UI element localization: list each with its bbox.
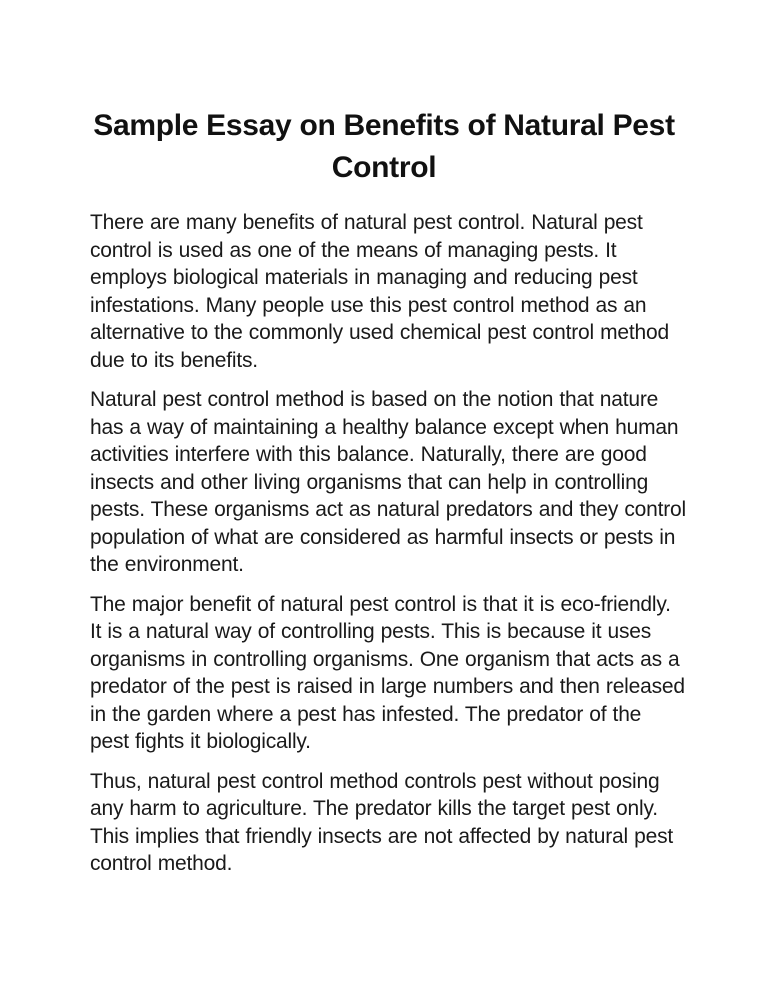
essay-title-line-1: Sample Essay on Benefits of Natural Pest xyxy=(93,109,675,143)
essay-title xyxy=(0,20,768,189)
essay-paragraph-4: Thus, natural pest control method controls pest without posing any harm to agriculture. The predator kills the target pest only. This implies that friendly insects are not affected by natural pest control method. xyxy=(90,769,674,876)
essay-body xyxy=(0,209,768,878)
essay-paragraph-1: There are many benefits of natural pest control. Natural pest control is used as one of the means of managing pests. It employs biological materials in managing and reducing pest infestations. Many people use this pest control method as an alternative to the commonly used chemical pest control method due to its benefits. xyxy=(90,211,669,372)
essay-title-line-2: Control xyxy=(331,151,437,185)
essay-paragraph-3: The major benefit of natural pest control is that it is eco-friendly. It is a natural way of controlling pests. This is because it uses organisms in controlling organisms. One organism that acts as a predator of the pest is raised in large numbers and then released in the garden where a pest has infested. The predator of the pest fights it biologically. xyxy=(90,592,685,754)
essay-paragraph-2: Natural pest control method is based on the notion that nature has a way of maintaining a healthy balance except when human activities interfere with this balance. Naturally, there are good insects and other living organisms that can help in controlling pests. These organisms act as natural predators and they control population of what are considered as harmful insects or pests in the environment. xyxy=(90,388,686,577)
